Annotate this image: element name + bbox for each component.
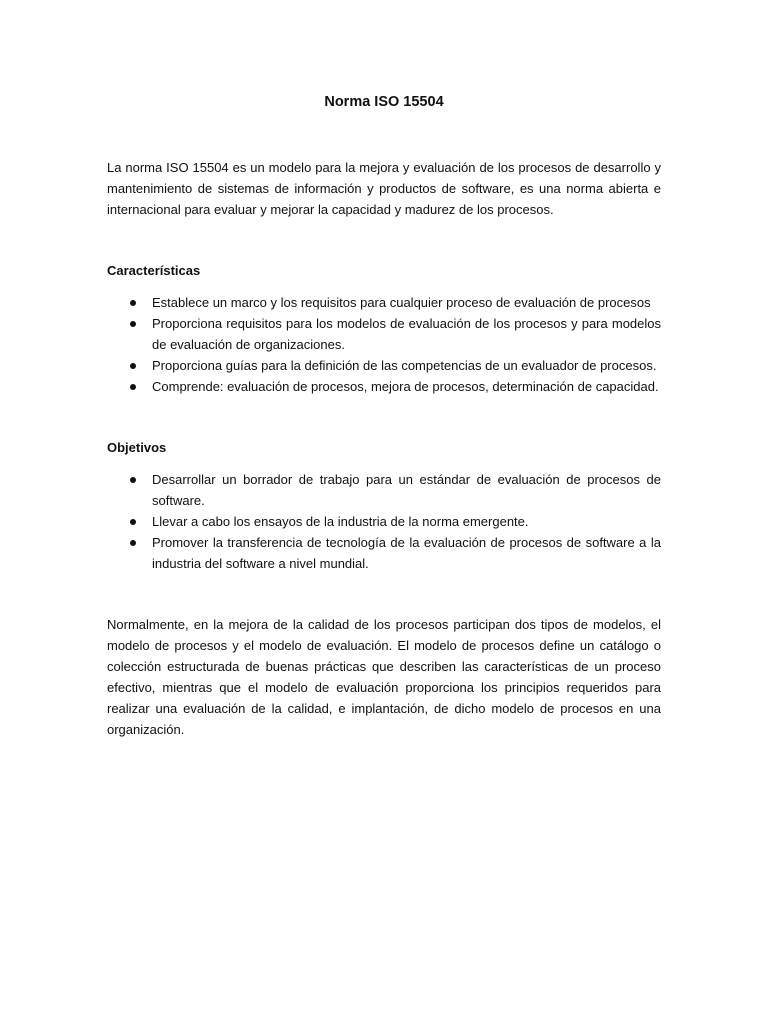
closing-paragraph: Normalmente, en la mejora de la calidad de los procesos participan dos tipos de modelos, el modelo de procesos y el modelo de evaluación. El modelo de procesos define un catálogo o colección estructurada de buenas prácticas que describen las características de un proceso efectivo, mientras que el modelo de evaluación proporciona los principios requeridos para realizar una evaluación de la calidad, e implantación, de dicho modelo de procesos en una organización. <box>107 617 661 737</box>
list-item-text: Promover la transferencia de tecnología de la evaluación de procesos de software a la industria del software a nivel mundial. <box>152 535 661 571</box>
list-item-text: Comprende: evaluación de procesos, mejora de procesos, determinación de capacidad. <box>152 379 659 394</box>
list-item-text: Proporciona guías para la definición de las competencias de un evaluador de procesos. <box>152 358 657 373</box>
document-body <box>107 92 661 740</box>
list-item <box>107 532 661 574</box>
document-title: Norma ISO 15504 <box>324 94 444 110</box>
bullet-icon <box>130 540 136 546</box>
section-heading: Objetivos <box>107 440 167 455</box>
bullet-icon <box>130 363 136 369</box>
bullet-icon <box>130 477 136 483</box>
list-item <box>107 313 661 355</box>
section-caracteristicas <box>107 260 661 397</box>
section-heading: Características <box>107 263 201 278</box>
bullet-list <box>107 469 661 574</box>
list-item <box>107 376 661 397</box>
list-item <box>107 511 661 532</box>
bullet-list <box>107 292 661 397</box>
bullet-icon <box>130 384 136 390</box>
intro-paragraph: La norma ISO 15504 es un modelo para la mejora y evaluación de los procesos de desarrollo y mantenimiento de sistemas de información y productos de software, es una norma abierta e internacional para evaluar y mejorar la capacidad y madurez de los procesos. <box>107 160 661 217</box>
list-item-text: Desarrollar un borrador de trabajo para un estándar de evaluación de procesos de software. <box>152 472 661 508</box>
list-item-text: Llevar a cabo los ensayos de la industria de la norma emergente. <box>152 514 529 529</box>
list-item <box>107 469 661 511</box>
list-item <box>107 355 661 376</box>
bullet-icon <box>130 300 136 306</box>
list-item <box>107 292 661 313</box>
list-item-text: Proporciona requisitos para los modelos de evaluación de los procesos y para modelos de evaluación de organizaciones. <box>152 316 661 352</box>
section-objetivos <box>107 437 661 574</box>
bullet-icon <box>130 321 136 327</box>
list-item-text: Establece un marco y los requisitos para cualquier proceso de evaluación de procesos <box>152 295 651 310</box>
bullet-icon <box>130 519 136 525</box>
